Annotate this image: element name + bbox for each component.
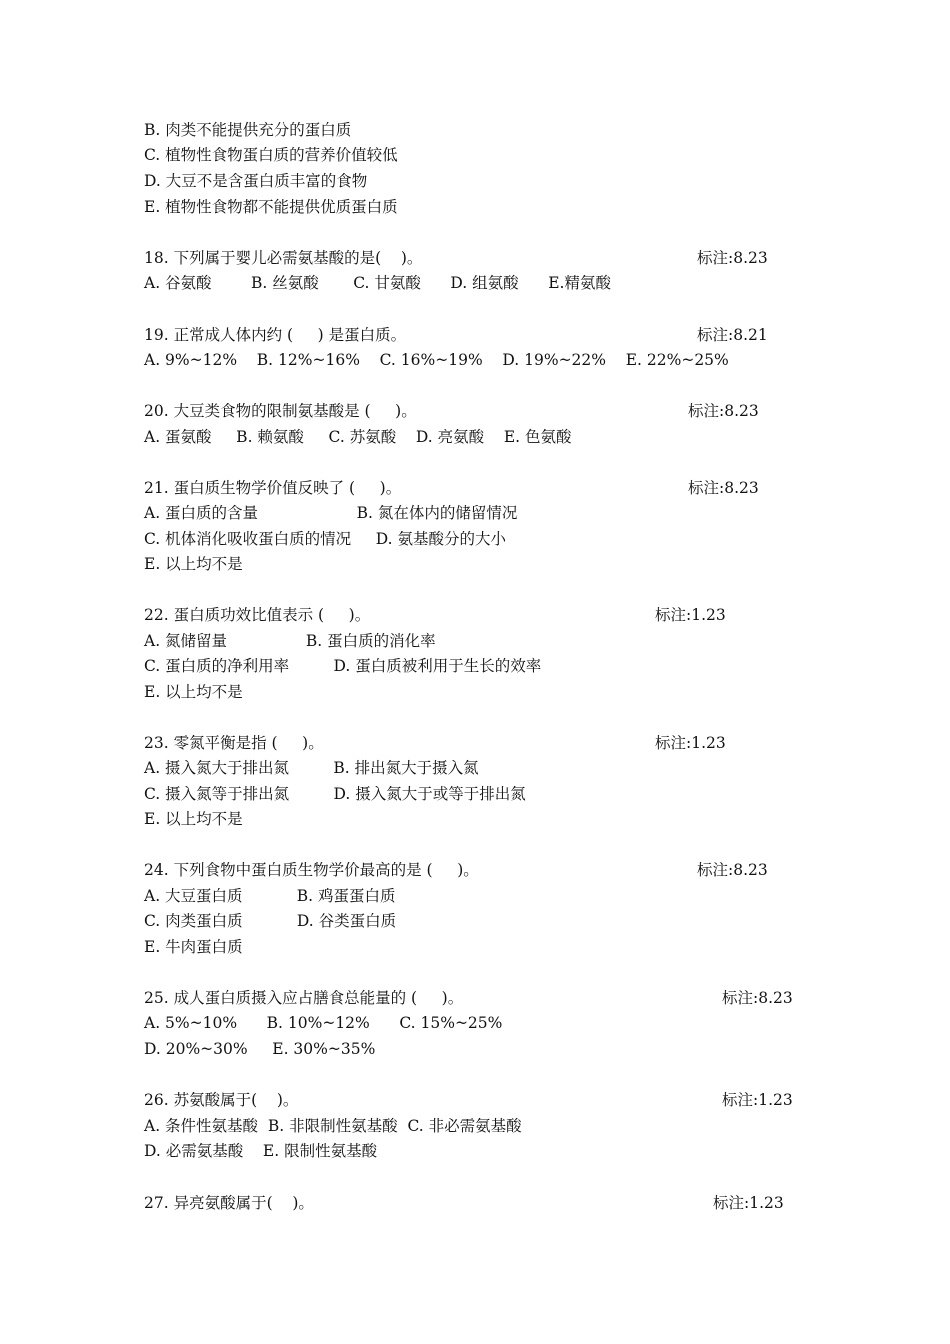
question-18-note: 标注:8.23 xyxy=(697,249,768,267)
question-26-options-de: D. 必需氨基酸 E. 限制性氨基酸 xyxy=(144,1142,378,1160)
question-24-options-e: E. 牛肉蛋白质 xyxy=(144,938,243,956)
question-24-note: 标注:8.23 xyxy=(697,861,768,879)
question-18-stem: 18. 下列属于婴儿必需氨基酸的是( )。 xyxy=(144,249,423,267)
question-22-stem: 22. 蛋白质功效比值表示 ( )。 xyxy=(144,606,371,624)
question-21-options-ab: A. 蛋白质的含量 B. 氮在体内的储留情况 xyxy=(144,504,518,522)
question-21-options-cd: C. 机体消化吸收蛋白质的情况 D. 氨基酸分的大小 xyxy=(144,530,507,548)
question-20-stem: 20. 大豆类食物的限制氨基酸是 ( )。 xyxy=(144,402,417,420)
question-25-options-de: D. 20%~30% E. 30%~35% xyxy=(144,1040,376,1058)
question-26-options-abc: A. 条件性氨基酸 B. 非限制性氨基酸 C. 非必需氨基酸 xyxy=(144,1117,522,1135)
question-27-stem: 27. 异亮氨酸属于( )。 xyxy=(144,1194,314,1212)
question-19-options: A. 9%~12% B. 12%~16% C. 16%~19% D. 19%~22% E. 22%~25% xyxy=(144,351,729,369)
question-19-stem: 19. 正常成人体内约 ( ) 是蛋白质。 xyxy=(144,326,407,344)
question-19-note: 标注:8.21 xyxy=(697,326,768,344)
question-21-stem: 21. 蛋白质生物学价值反映了 ( )。 xyxy=(144,479,402,497)
question-26-stem: 26. 苏氨酸属于( )。 xyxy=(144,1091,299,1109)
question-22-options-e: E. 以上均不是 xyxy=(144,683,243,701)
question-22-note: 标注:1.23 xyxy=(655,606,726,624)
question-25-stem: 25. 成人蛋白质摄入应占膳食总能量的 ( )。 xyxy=(144,989,464,1007)
question-22-options-ab: A. 氮储留量 B. 蛋白质的消化率 xyxy=(144,632,436,650)
question-20-note: 标注:8.23 xyxy=(688,402,759,420)
question-20-options: A. 蛋氨酸 B. 赖氨酸 C. 苏氨酸 D. 亮氨酸 E. 色氨酸 xyxy=(144,428,572,446)
question-21-options-e: E. 以上均不是 xyxy=(144,555,243,573)
intro-option-e: E. 植物性食物都不能提供优质蛋白质 xyxy=(144,198,398,216)
question-18-options: A. 谷氨酸 B. 丝氨酸 C. 甘氨酸 D. 组氨酸 E.精氨酸 xyxy=(144,274,611,292)
question-24-options-ab: A. 大豆蛋白质 B. 鸡蛋蛋白质 xyxy=(144,887,396,905)
question-21-note: 标注:8.23 xyxy=(688,479,759,497)
intro-option-b: B. 肉类不能提供充分的蛋白质 xyxy=(144,121,352,139)
question-23-stem: 23. 零氮平衡是指 ( )。 xyxy=(144,734,324,752)
question-23-options-ab: A. 摄入氮大于排出氮 B. 排出氮大于摄入氮 xyxy=(144,759,479,777)
question-23-options-e: E. 以上均不是 xyxy=(144,810,243,828)
question-22-options-cd: C. 蛋白质的净利用率 D. 蛋白质被利用于生长的效率 xyxy=(144,657,542,675)
question-25-options-abc: A. 5%~10% B. 10%~12% C. 15%~25% xyxy=(144,1014,503,1032)
question-24-stem: 24. 下列食物中蛋白质生物学价最高的是 ( )。 xyxy=(144,861,479,879)
intro-option-d: D. 大豆不是含蛋白质丰富的食物 xyxy=(144,172,368,190)
question-23-options-cd: C. 摄入氮等于排出氮 D. 摄入氮大于或等于排出氮 xyxy=(144,785,526,803)
question-25-note: 标注:8.23 xyxy=(722,989,793,1007)
question-23-note: 标注:1.23 xyxy=(655,734,726,752)
question-27-note: 标注:1.23 xyxy=(713,1194,784,1212)
question-26-note: 标注:1.23 xyxy=(722,1091,793,1109)
intro-option-c: C. 植物性食物蛋白质的营养价值较低 xyxy=(144,146,398,164)
question-24-options-cd: C. 肉类蛋白质 D. 谷类蛋白质 xyxy=(144,912,397,930)
